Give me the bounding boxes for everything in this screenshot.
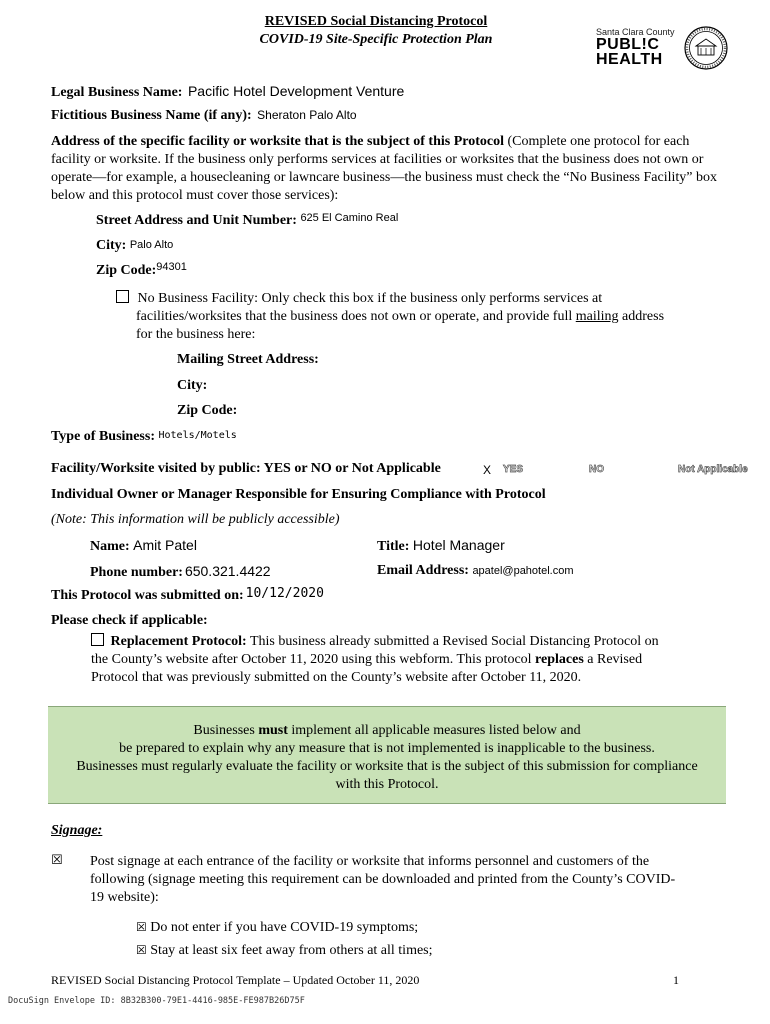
signage-item-text: Stay at least six feet away from others at all times; (150, 943, 433, 958)
signage-main-line1: Post signage at each entrance of the facility or worksite that informs personnel and customers of the (90, 854, 650, 869)
compliance-notice-box (48, 706, 726, 804)
owner-name-value[interactable]: Amit Patel (133, 537, 197, 553)
street-value[interactable]: 625 El Camino Real (300, 212, 399, 224)
no-facility-line2 (136, 309, 664, 324)
owner-title-value[interactable]: Hotel Manager (412, 537, 505, 553)
signage-item (136, 920, 418, 936)
address-intro-rest: (Complete one protocol for each facility or worksite. If the business only performs services at facilities or worksites that the business does not own or operate—for example, a housecleaning or lawncare business—the business must check the “No Business Facility” box below and this protocol must cover those services): (51, 134, 717, 203)
visited-mark[interactable]: X (483, 463, 492, 477)
owner-heading: Individual Owner or Manager Responsible for Ensuring Compliance with Protocol (51, 487, 546, 502)
street-row (96, 213, 398, 229)
replacement-bold-label: Replacement Protocol: (110, 634, 247, 649)
signage-item-checkbox[interactable]: ☒ (136, 920, 147, 934)
visited-row (51, 461, 441, 477)
document-title: REVISED Social Distancing Protocol (264, 14, 488, 29)
notice-line1-b: implement all applicable measures listed below and (287, 723, 581, 738)
mailing-street-label: Mailing Street Address: (177, 352, 319, 367)
signage-item-checkbox[interactable]: ☒ (136, 943, 147, 957)
legal-name-row (51, 83, 404, 101)
replacement-line2-b: a Revised (583, 652, 643, 667)
replacement-option (91, 633, 731, 687)
signage-main-line2: following (signage meeting this requirement can be downloaded and printed from the County’s COVID- (90, 872, 676, 887)
owner-email-label: Email Address: (377, 563, 469, 578)
owner-name-label: Name: (90, 539, 130, 554)
replacement-line1: This business already submitted a Revised Social Distancing Protocol on (246, 634, 659, 649)
replacement-line2-bold: replaces (535, 652, 584, 667)
owner-title-label: Title: (377, 539, 410, 554)
no-facility-option (116, 290, 716, 344)
signage-main-text (90, 853, 730, 907)
type-label: Type of Business: (51, 429, 155, 444)
legal-name-value[interactable]: Pacific Hotel Development Venture (187, 83, 405, 99)
no-facility-line2-underlined: mailing (575, 309, 619, 324)
footer-template-note: REVISED Social Distancing Protocol Template – Updated October 11, 2020 (51, 973, 420, 987)
street-label: Street Address and Unit Number: (96, 213, 297, 228)
mailing-city-label: City: (177, 378, 208, 393)
city-label: City: (96, 238, 127, 253)
legal-name-label: Legal Business Name: (51, 85, 183, 100)
logo-line1: PUBL!C (596, 36, 660, 53)
owner-phone-row (90, 563, 271, 581)
owner-note: (Note: This information will be publicly accessible) (51, 512, 340, 527)
logo-county-text: Santa Clara County (596, 27, 675, 37)
owner-title-row (377, 537, 505, 555)
zip-row (96, 263, 187, 279)
notice-line2: be prepared to explain why any measure that is not implemented is inapplicable to the business. (119, 741, 655, 756)
city-row (96, 238, 173, 254)
no-facility-line2-a: facilities/worksites that the business does not own or operate, and provide full (136, 309, 576, 324)
visited-option-not-applicable[interactable]: Not Applicable (678, 464, 748, 475)
no-facility-line3: for the business here: (136, 327, 256, 342)
visited-label: Facility/Worksite visited by public: YES or NO or Not Applicable (51, 461, 441, 476)
submitted-label: This Protocol was submitted on: (51, 588, 244, 603)
signage-heading: Signage: (51, 823, 103, 838)
submitted-value[interactable]: 10/12/2020 (245, 586, 324, 601)
replacement-line2 (91, 652, 642, 667)
signage-main-line3: 19 website): (90, 890, 159, 905)
public-health-logo (596, 27, 676, 67)
owner-email-row (377, 563, 574, 579)
zip-value[interactable]: 94301 (156, 261, 187, 273)
visited-option-no[interactable]: NO (589, 464, 604, 475)
page-number: 1 (673, 973, 679, 987)
logo-line2: HEALTH (596, 51, 663, 68)
signage-main-checkbox[interactable]: ☒ (51, 853, 63, 868)
owner-email-value[interactable]: apatel@pahotel.com (472, 565, 574, 577)
owner-name-row (90, 537, 197, 555)
fictitious-name-row (51, 108, 357, 124)
notice-line1-a: Businesses (193, 723, 259, 738)
document-subtitle: COVID-19 Site-Specific Protection Plan (259, 32, 493, 47)
replacement-line3: Protocol that was previously submitted on the County’s website after October 11, 2020. (91, 670, 582, 685)
address-intro (51, 133, 721, 205)
replacement-line2-a: the County’s website after October 11, 2020 using this webform. This protocol (91, 652, 536, 667)
notice-line3: Businesses must regularly evaluate the facility or worksite that is the subject of this submission for compliance (76, 759, 698, 774)
mailing-zip-label: Zip Code: (177, 403, 238, 418)
notice-line1 (48, 722, 726, 740)
no-facility-line1: No Business Facility: Only check this box if the business only performs services at (137, 291, 603, 306)
check-applicable-heading: Please check if applicable: (51, 613, 208, 628)
notice-line1-bold: must (258, 723, 288, 738)
no-facility-checkbox[interactable] (116, 290, 129, 303)
address-intro-bold: Address of the specific facility or worksite that is the subject of this Protocol (51, 134, 504, 149)
signage-item-text: Do not enter if you have COVID-19 symptoms; (150, 920, 419, 935)
notice-line4: with this Protocol. (335, 777, 439, 792)
fictitious-name-label: Fictitious Business Name (if any): (51, 108, 252, 123)
type-row (51, 429, 237, 445)
replacement-checkbox[interactable] (91, 633, 104, 646)
owner-phone-value[interactable]: 650.321.4422 (184, 563, 271, 579)
fictitious-name-value[interactable]: Sheraton Palo Alto (257, 108, 357, 122)
submitted-row (51, 588, 324, 604)
owner-phone-label: Phone number: (90, 565, 183, 580)
zip-label: Zip Code: (96, 263, 157, 278)
type-value[interactable]: Hotels/Motels (158, 430, 237, 441)
visited-option-yes[interactable]: YES (503, 464, 524, 475)
city-value[interactable]: Palo Alto (129, 239, 174, 251)
no-facility-line2-b: address (618, 309, 665, 324)
docusign-envelope-id: DocuSign Envelope ID: 8B32B300-79E1-4416-985E-FE987B26D75F (8, 996, 305, 1006)
signage-item (136, 943, 433, 959)
county-seal-icon (684, 26, 728, 70)
